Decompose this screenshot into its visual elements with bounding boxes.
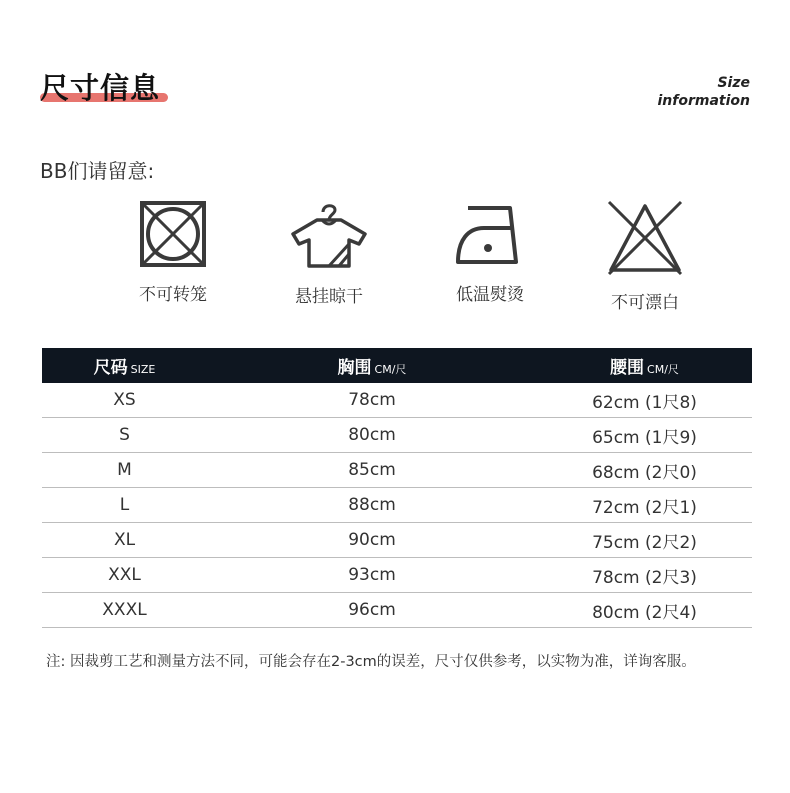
no-bleach-icon (605, 200, 685, 276)
table-row (42, 418, 752, 453)
cell-chest: 85cm (207, 453, 537, 488)
cell-chest: 96cm (207, 593, 537, 628)
cell-size: XL (42, 523, 207, 558)
hang-dry-icon (289, 200, 369, 270)
cell-waist: 80cm (2尺4) (537, 593, 752, 628)
cell-waist: 75cm (2尺2) (537, 523, 752, 558)
header-unit: CM/尺 (374, 363, 407, 376)
care-item-no-tumble (103, 200, 243, 305)
care-item-iron-low (420, 200, 560, 305)
table-row (42, 488, 752, 523)
care-label: 低温熨烫 (456, 285, 524, 305)
iron-low-icon (454, 200, 526, 268)
care-item-hang-dry (259, 200, 399, 307)
table-header-row (42, 348, 752, 383)
footnote: 注: 因裁剪工艺和测量方法不同，可能会存在2-3cm的误差，尺寸仅供参考，以实物为准，详询客服。 (46, 654, 696, 670)
cell-size: XS (42, 383, 207, 418)
care-label: 不可转笼 (139, 285, 207, 305)
table-row (42, 453, 752, 488)
page-title: 尺寸信息 (40, 71, 161, 105)
cell-size: M (42, 453, 207, 488)
cell-size: XXXL (42, 593, 207, 628)
cell-waist: 78cm (2尺3) (537, 558, 752, 593)
header-unit: CM/尺 (647, 363, 679, 376)
table-row (42, 383, 752, 418)
care-label: 不可漂白 (611, 293, 679, 313)
header-label: 腰围 (610, 358, 645, 378)
header-unit: SIZE (130, 363, 156, 376)
subtitle-line-2: information (657, 93, 750, 109)
subtitle-line-1: Size (717, 75, 750, 91)
cell-size: XXL (42, 558, 207, 593)
header-label: 胸围 (337, 358, 372, 378)
cell-chest: 88cm (207, 488, 537, 523)
care-item-no-bleach (575, 200, 715, 313)
size-table (42, 348, 752, 628)
table-row (42, 593, 752, 628)
cell-chest: 80cm (207, 418, 537, 453)
no-tumble-dry-icon (139, 200, 207, 268)
cell-waist: 62cm (1尺8) (537, 383, 752, 418)
cell-chest: 78cm (207, 383, 537, 418)
cell-size: L (42, 488, 207, 523)
header-size (42, 348, 207, 383)
cell-waist: 65cm (1尺9) (537, 418, 752, 453)
table-row (42, 523, 752, 558)
header-chest (207, 348, 537, 383)
header-waist (537, 348, 752, 383)
care-notice: BB们请留意: (40, 159, 155, 183)
care-label: 悬挂晾干 (295, 287, 363, 307)
cell-waist: 72cm (2尺1) (537, 488, 752, 523)
cell-chest: 93cm (207, 558, 537, 593)
header-label: 尺码 (93, 358, 128, 378)
cell-size: S (42, 418, 207, 453)
cell-waist: 68cm (2尺0) (537, 453, 752, 488)
page-subtitle (658, 74, 751, 110)
table-row (42, 558, 752, 593)
title-block (40, 70, 160, 106)
cell-chest: 90cm (207, 523, 537, 558)
